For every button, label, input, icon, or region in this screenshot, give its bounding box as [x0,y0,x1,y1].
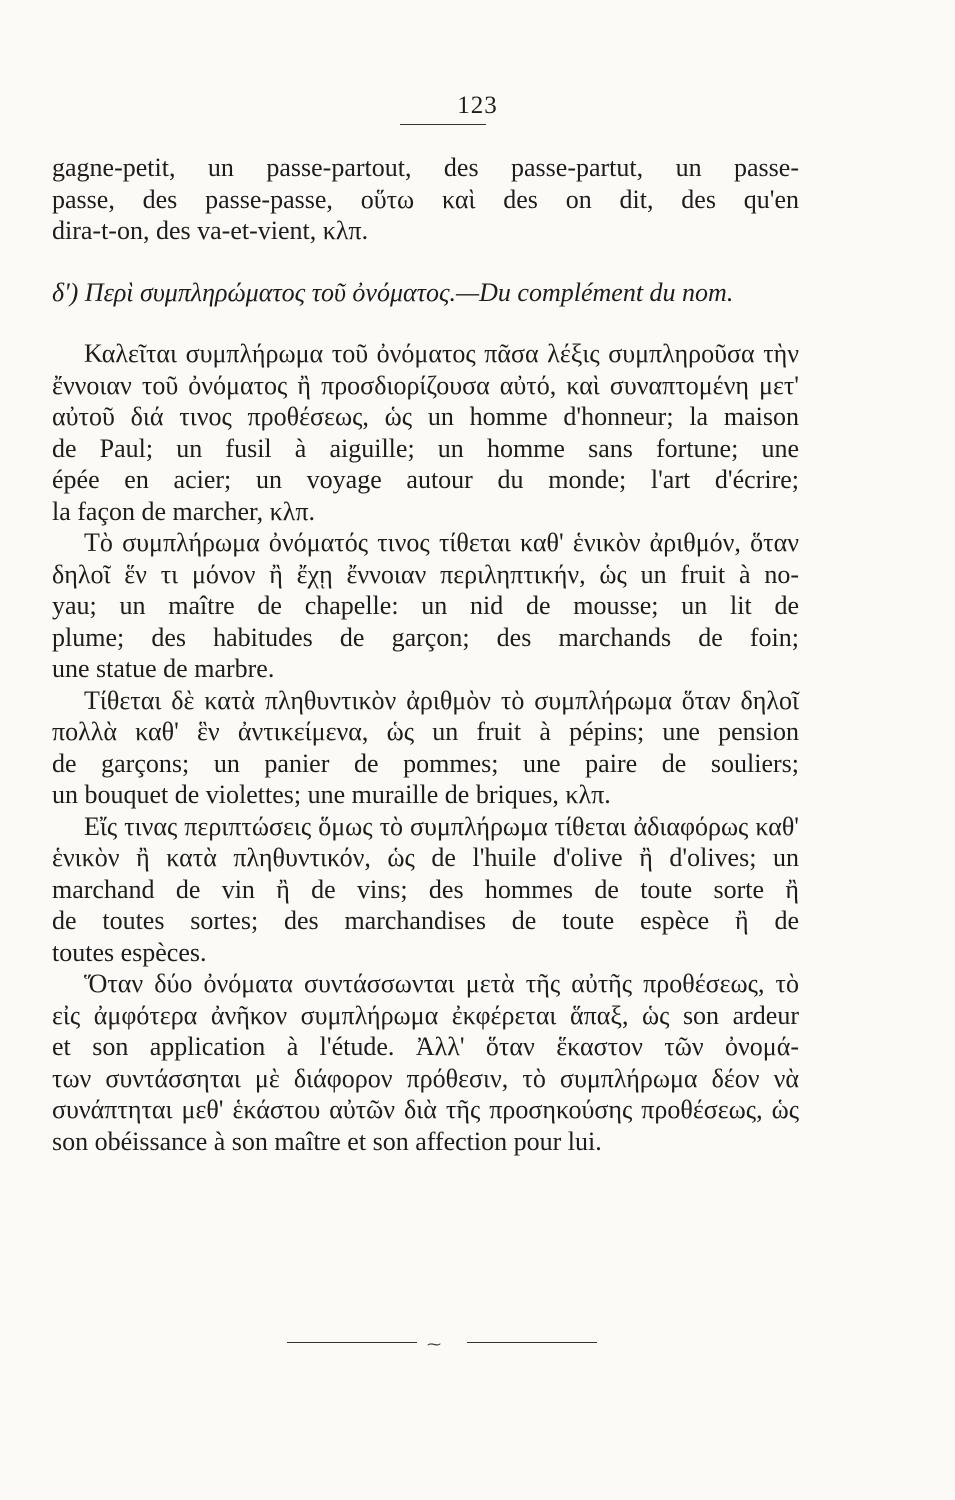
text-line: ἔννοιαν τοῦ ὀνόματος ἢ προσδιορίζουσα αὐτό, καὶ συναπτομένη μετ' [52,370,799,400]
text-line: dira-t-on, des va-et-vient, κλπ. [52,216,369,245]
text-line: Καλεῖται συμπλήρωμα τοῦ ὀνόματος πᾶσα λέξις συμπληροῦσα τὴν [84,339,799,368]
text-line: εἰς ἀμφότερα ἀνῆκον συμπλήρωμα ἐκφέρεται ἅπαξ, ὡς son ardeur [52,1000,799,1030]
text-line: Ὅταν δύο ὀνόματα συντάσσωνται μετὰ τῆς αὐτῆς προθέσεως, τὸ [84,969,799,998]
text-line: Εἴς τινας περιπτώσεις ὅμως τὸ συμπλήρωμα τίθεται ἀδιαφόρως καθ' [84,811,799,841]
page-number-rule [400,124,486,125]
text-line: ἑνικὸν ἢ κατὰ πληθυντικόν, ὡς de l'huile d'olive ἢ d'olives; un [52,843,799,872]
text-line: των συντάσσηται μὲ διάφορον πρόθεσιν, τὸ συμπλήρωμα δέον νὰ [52,1063,799,1093]
text-line: yau; un maître de chapelle: un nid de mousse; un lit de [52,591,799,620]
text-line: une statue de marbre. [52,654,275,683]
text-line: épée en acier; un voyage autour du monde; l'art d'écrire; [52,465,799,494]
text-line: plume; des habitudes de garçon; des marchands de foin; [52,622,799,652]
text-line: et son application à l'étude. Ἀλλ' ὅταν ἕκαστον τῶν ὀνομά- [52,1032,799,1061]
text-line: de Paul; un fusil à aiguille; un homme sans fortune; une [52,433,799,463]
text-line: de toutes sortes; des marchandises de toute espèce ἢ de [52,906,799,935]
page-number: 123 [457,92,498,119]
text-line: Τὸ συμπλήρωμα ὀνόματός τινος τίθεται καθ' ἑνικὸν ἀριθμόν, ὅταν [84,528,799,557]
text-line: συνάπτηται μεθ' ἑκάστου αὐτῶν διὰ τῆς προσηκούσης προθέσεως, ὡς [52,1095,799,1124]
text-line: Τίθεται δὲ κατὰ πληθυντικὸν ἀριθμὸν τὸ συμπλήρωμα ὅταν δηλοῖ [84,685,799,715]
text-line: marchand de vin ἢ de vins; des hommes de toute sorte ἢ [52,874,799,904]
text-line: gagne-petit, un passe-partout, des passe-partut, un passe- [52,153,799,182]
text-line: son obéissance à son maître et son affection pour lui. [52,1126,602,1156]
text-line: un bouquet de violettes; une muraille de briques, κλπ. [52,780,611,809]
text-line: la façon de marcher, κλπ. [52,496,315,526]
text-line: πολλὰ καθ' ἓν ἀντικείμενα, ὡς un fruit à pépins; une pension [52,717,799,746]
tilde-ornament-icon: ⁓ [427,1338,441,1353]
page-body [52,152,799,1157]
text-line: passe, des passe-passe, οὕτω καὶ des on dit, des qu'en [52,184,799,214]
section-heading: δ') Περὶ συμπληρώματος τοῦ ὀνόματος.—Du complément du nom. [52,277,734,307]
text-line: δηλοῖ ἕν τι μόνον ἢ ἔχῃ ἔννοιαν περιληπτικήν, ὡς un fruit à no- [52,559,799,589]
text-line: de garçons; un panier de pommes; une paire de souliers; [52,748,799,778]
end-ornament [287,1337,597,1353]
text-line: αὐτοῦ διά τινος προθέσεως, ὡς un homme d'honneur; la maison [52,402,799,431]
text-line: toutes espèces. [52,937,207,967]
